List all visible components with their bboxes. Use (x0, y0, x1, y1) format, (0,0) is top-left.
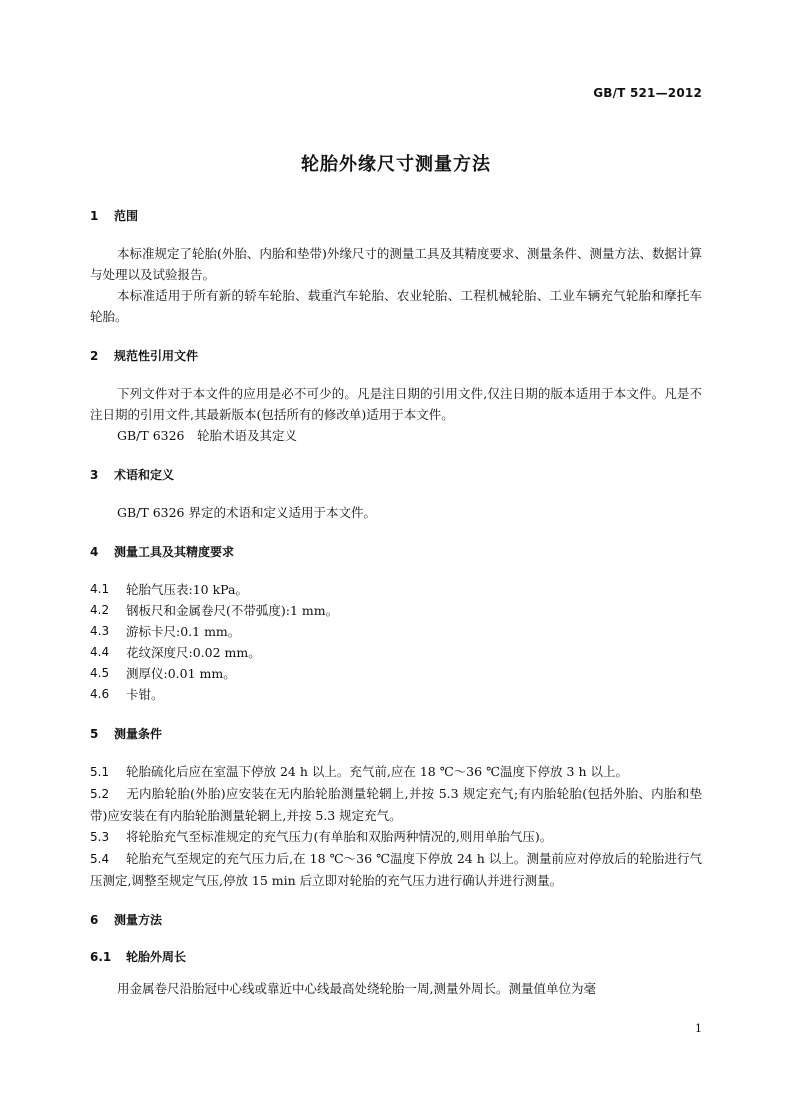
document-title: 轮胎外缘尺寸测量方法 (301, 154, 491, 175)
paragraph: GB/T 6326 界定的术语和定义适用于本文件。 (117, 505, 376, 520)
section-number: 5 (90, 727, 99, 741)
clause-number: 4.2 (90, 603, 110, 617)
clause-number: 4.1 (90, 582, 110, 596)
section-title: 测量方法 (114, 913, 163, 927)
clause-text: 轮胎气压表:10 kPa。 (126, 582, 248, 597)
section-title: 范围 (114, 209, 139, 223)
section-number: 3 (90, 468, 99, 482)
section-heading-normative-references (90, 346, 702, 367)
clause-number: 5.3 (90, 830, 110, 844)
section-heading-tools (90, 542, 702, 563)
clause-number: 4.3 (90, 624, 110, 638)
clause-text: 花纹深度尺:0.02 mm。 (126, 645, 261, 660)
section-heading-methods (90, 910, 702, 931)
clause-item (90, 663, 702, 684)
clause-item (90, 848, 702, 891)
section-number: 1 (90, 209, 99, 223)
clause-number: 4.6 (90, 687, 110, 701)
clause-item (90, 684, 702, 705)
section-heading-scope (90, 206, 702, 227)
clause-number: 5.4 (90, 852, 110, 866)
section-title: 术语和定义 (114, 468, 175, 482)
document-body (90, 206, 702, 999)
page-number: 1 (695, 1022, 702, 1035)
clause-item (90, 826, 702, 848)
subsection-heading-outer-circumference (90, 947, 702, 968)
paragraph: 下列文件对于本文件的应用是必不可少的。凡是注日期的引用文件,仅注日期的版本适用于本文件。凡是不注日期的引用文件,其最新版本(包括所有的修改单)适用于本文件。 (90, 386, 702, 422)
clause-text: 无内胎轮胎(外胎)应安装在无内胎轮胎测量轮辋上,并按 5.3 规定充气;有内胎轮胎(包括外胎、内胎和垫带)应安装在有内胎轮胎测量轮辋上,并按 5.3 规定充气。 (90, 786, 702, 823)
clause-number: 5.2 (90, 787, 110, 801)
clause-text: 钢板尺和金属卷尺(不带弧度):1 mm。 (126, 603, 339, 618)
clause-item (90, 761, 702, 783)
section-number: 4 (90, 545, 99, 559)
paragraph: 用金属卷尺沿胎冠中心线或靠近中心线最高处绕轮胎一周,测量外周长。测量值单位为毫 (117, 981, 596, 996)
clause-text: 游标卡尺:0.1 mm。 (126, 624, 241, 639)
clause-item (90, 579, 702, 600)
clause-text: 将轮胎充气至标准规定的充气压力(有单胎和双胎两种情况的,则用单胎气压)。 (126, 829, 553, 844)
clause-number: 4.4 (90, 645, 110, 659)
section-heading-terms (90, 465, 702, 486)
section-heading-conditions (90, 724, 702, 745)
section-title: 测量条件 (114, 727, 163, 741)
clause-text: 卡钳。 (126, 687, 164, 702)
section-number: 6 (90, 913, 99, 927)
paragraph: 本标准适用于所有新的轿车轮胎、载重汽车轮胎、农业轮胎、工程机械轮胎、工业车辆充气轮胎和摩托车轮胎。 (90, 288, 702, 324)
clause-number: 5.1 (90, 765, 110, 779)
clause-item (90, 783, 702, 826)
clause-item (90, 600, 702, 621)
clause-text: 轮胎硫化后应在室温下停放 24 h 以上。充气前,应在 18 ℃～36 ℃温度下停放 3 h 以上。 (126, 764, 628, 779)
section-number: 2 (90, 349, 99, 363)
clause-text: 轮胎充气至规定的充气压力后,在 18 ℃～36 ℃温度下停放 24 h 以上。测量前应对停放后的轮胎进行气压测定,调整至规定气压,停放 15 min 后立即对轮胎的充气压力进行确认并进行测量。 (90, 851, 702, 888)
clause-text: 测厚仪:0.01 mm。 (126, 666, 236, 681)
clause-item (90, 642, 702, 663)
paragraph: 本标准规定了轮胎(外胎、内胎和垫带)外缘尺寸的测量工具及其精度要求、测量条件、测量方法、数据计算与处理以及试验报告。 (90, 246, 702, 282)
section-title: 测量工具及其精度要求 (114, 545, 235, 559)
clause-number: 4.5 (90, 666, 110, 680)
section-title: 规范性引用文件 (114, 349, 199, 363)
subsection-title: 轮胎外周长 (126, 950, 187, 964)
reference-entry: GB/T 6326 轮胎术语及其定义 (117, 428, 298, 443)
clause-item (90, 621, 702, 642)
standard-code: GB/T 521—2012 (593, 86, 702, 100)
subsection-number: 6.1 (90, 950, 112, 964)
